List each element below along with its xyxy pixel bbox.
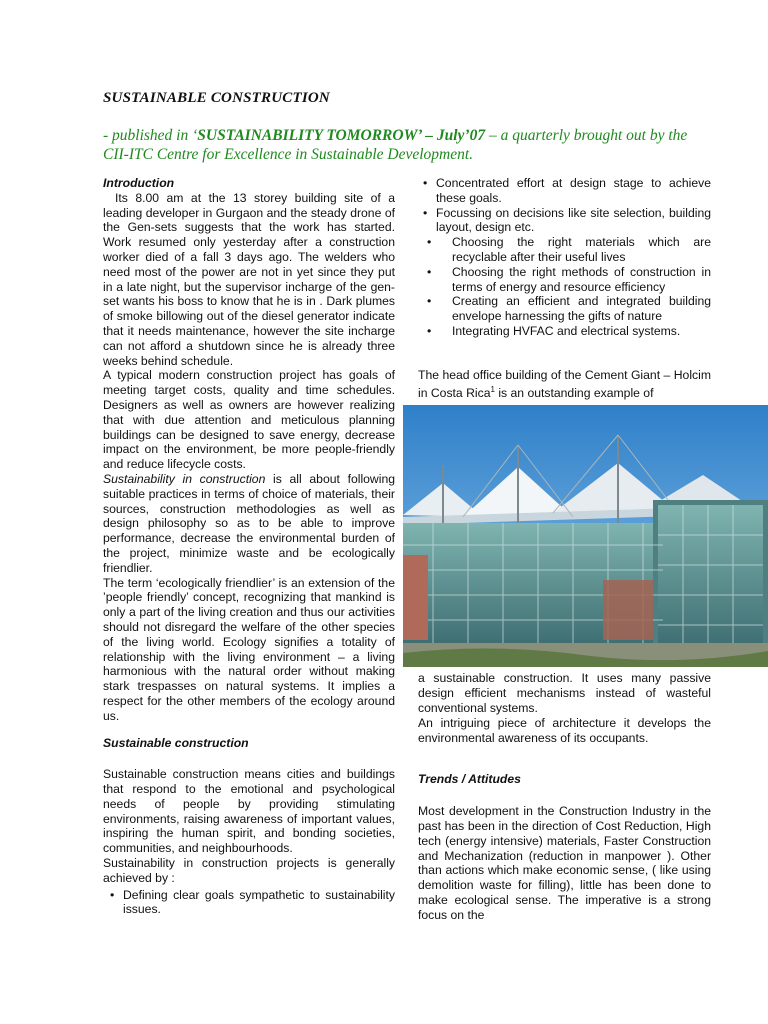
holcim-building-photo — [403, 405, 768, 667]
holcim-paragraph-2: a sustainable construction. It uses many passive design efficient mechanisms instead of wasteful conventional systems. — [418, 671, 711, 716]
list-item: • Integrating HVFAC and electrical systems. — [418, 324, 711, 339]
sc-heading: Sustainable construction — [103, 736, 249, 751]
intro-paragraph-4: The term ‘ecologically friendlier’ is an extension of the ’people friendly’ concept, recognizing that mankind is only a part of the living creation and thus our activities should not disregard the welfare of the other species of the living world. Ecology signifies a totality of relationship with the living environment – a living harmonious with the natural order without making stark trespasses on natural systems. It implies a respect for the other members of the ecology around us. — [103, 575, 395, 723]
trends-heading: Trends / Attitudes — [418, 772, 521, 787]
sc-paragraph-1: Sustainable construction means cities and buildings that respond to the emotional and psychological needs of people by providing stimulating environments, raising awareness of important values, inspiring the human spirit, and bonding societies, communities, and neighbourhoods. — [103, 767, 395, 856]
sc-bullet-list — [109, 888, 395, 918]
holcim-paragraph — [418, 368, 711, 401]
trends-paragraph: Most development in the Construction Industry in the past has been in the direction of Cost Reduction, High tech (energy intensive) materials, Faster Construction and Mechanization (reduction in manpower ). Other than actions which make economic sense, ( like using demolition waste for filling), little has been done to make ecological sense. The imperative is a strong focus on the — [418, 804, 711, 922]
building-illustration — [403, 405, 768, 667]
intro-paragraph-3 — [103, 472, 395, 576]
pub-suffix: – a quarterly brought out by the CII-ITC Centre for Excellence in Sustainable Development. — [103, 127, 688, 163]
list-item: • Concentrated effort at design stage to achieve these goals. — [422, 176, 711, 206]
methods-list — [418, 235, 711, 339]
publication-note — [103, 126, 715, 164]
list-item: • Defining clear goals sympathetic to sustainability issues. — [109, 888, 395, 918]
left-column — [103, 176, 395, 917]
document-title: SUSTAINABLE CONSTRUCTION — [103, 90, 330, 106]
list-item: • Choosing the right materials which are recyclable after their useful lives — [418, 235, 711, 265]
list-item: • Choosing the right methods of construction in terms of energy and resource efficiency — [418, 265, 711, 295]
pub-prefix: - published in ‘ — [103, 127, 198, 144]
holcim-paragraph-3: An intriguing piece of architecture it develops the environmental awareness of its occupants. — [418, 715, 711, 745]
pub-bold: SUSTAINABILITY TOMORROW’ – July’07 — [197, 127, 486, 144]
list-item: • Creating an efficient and integrated building envelope harnessing the gifts of nature — [418, 294, 711, 324]
intro-p3-emphasis: Sustainability in construction — [103, 471, 266, 486]
holcim-text-b: is an outstanding example of — [494, 385, 654, 400]
sc-paragraph-2: Sustainability in construction projects is generally achieved by : — [103, 856, 395, 885]
intro-p3-body: is all about following suitable practices in terms of choice of materials, their sources, construction methodologies as well as design philosophy so as to be able to improve performance, decrease the environmental burden of the project, minimize waste and be ecologically friendlier. — [103, 471, 396, 575]
holcim-text-a: The head office building of the Cement Giant – Holcim in Costa Rica — [418, 367, 711, 400]
footnote-ref: 1 — [490, 384, 495, 394]
goals-list — [422, 176, 711, 235]
intro-paragraph-1: Its 8.00 am at the 13 storey building site of a leading developer in Gurgaon and the steady drone of the Gen-sets suggests that the work has started. Work resumed only yesterday after a construction worker died of a fall 3 days ago. The welders who need most of the power are not in yet since they put in a late night, but the supervisor incharge of the gen-set wants his boss to know that he is in . Dark plumes of smoke billowing out of the diesel generator indicate that it needs maintenance, however the site incharge can not afford a shutdown since he is already three weeks behind schedule. — [103, 190, 395, 368]
intro-heading: Introduction — [103, 176, 175, 190]
list-item: • Focussing on decisions like site selection, building layout, design etc. — [422, 206, 711, 236]
intro-paragraph-2: A typical modern construction project has goals of meeting target costs, quality and time schedules. Designers as well as owners are however realizing that with due attention and meticulous planning buildings can be designed to save energy, decrease impact on the environment, be more people-friendly and reduce lifecycle costs. — [103, 368, 395, 472]
